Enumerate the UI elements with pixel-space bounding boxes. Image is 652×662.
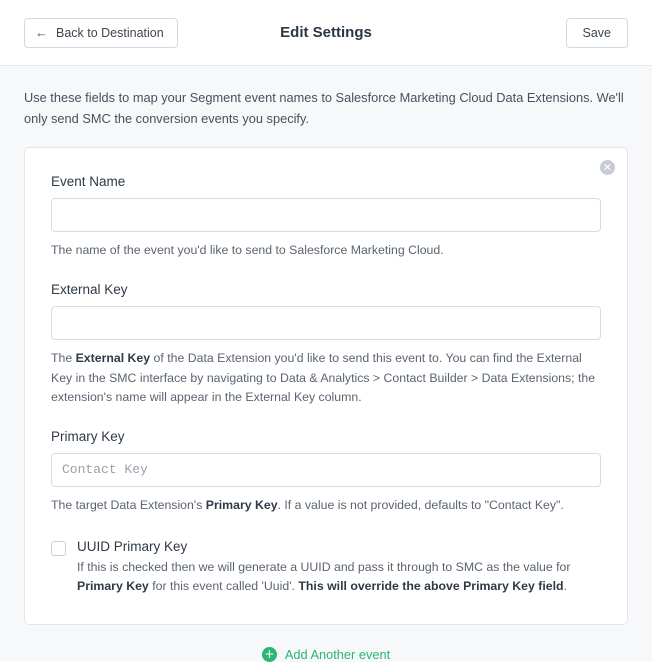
event-name-label: Event Name xyxy=(51,174,126,190)
uuid-primary-key-row[interactable] xyxy=(51,539,601,596)
add-another-event-button[interactable] xyxy=(24,647,628,662)
primary-key-helper-part2: . If a value is not provided, defaults to "Contact Key". xyxy=(277,497,564,512)
uuid-desc-strong2: This will override the above Primary Key field xyxy=(298,578,564,593)
plus-icon: + xyxy=(262,647,277,662)
save-button[interactable]: Save xyxy=(566,18,629,48)
external-key-helper-strong: External Key xyxy=(75,351,151,366)
intro-text: Use these fields to map your Segment event names to Salesforce Marketing Cloud Data Extensions. We'll only send SMC the conversion events you specify. xyxy=(24,90,624,126)
page-title: Edit Settings xyxy=(280,24,372,41)
uuid-primary-key-checkbox[interactable] xyxy=(51,541,66,556)
arrow-left-icon: ← xyxy=(35,25,48,40)
external-key-helper-part2: of the Data Extension you'd like to send this event to. You can find the External Key in the SMC interface by navigating to Data & Analytics > Contact Builder > Data Extensions; the extension's name will appear in the External Key column. xyxy=(51,351,596,404)
primary-key-input[interactable] xyxy=(51,453,601,487)
add-another-event-label: Add Another event xyxy=(284,646,391,662)
uuid-primary-key-label: UUID Primary Key xyxy=(77,538,188,554)
uuid-primary-key-text xyxy=(77,539,601,596)
event-mapping-card xyxy=(24,147,628,624)
uuid-desc-strong1: Primary Key xyxy=(77,578,149,593)
primary-key-label: Primary Key xyxy=(51,428,125,444)
uuid-primary-key-description xyxy=(77,558,601,596)
uuid-desc-part3: . xyxy=(563,578,567,593)
page-header xyxy=(0,0,652,66)
close-icon[interactable]: ✕ xyxy=(600,160,615,175)
event-name-input[interactable] xyxy=(51,198,601,232)
back-to-destination-button[interactable] xyxy=(24,18,178,48)
uuid-desc-part2: for this event called 'Uuid'. xyxy=(148,578,299,593)
external-key-input[interactable] xyxy=(51,306,601,340)
uuid-desc-part1: If this is checked then we will generate a UUID and pass it through to SMC as the value for xyxy=(77,559,571,574)
external-key-label: External Key xyxy=(51,282,128,298)
back-button-label: Back to Destination xyxy=(56,25,164,40)
primary-key-helper-part1: The target Data Extension's xyxy=(51,497,206,512)
event-name-helper: The name of the event you'd like to send to Salesforce Marketing Cloud. xyxy=(51,243,444,258)
external-key-helper xyxy=(51,349,601,406)
page-body xyxy=(0,66,652,662)
external-key-helper-part1: The xyxy=(51,351,76,366)
primary-key-helper-strong: Primary Key xyxy=(205,497,278,512)
primary-key-helper xyxy=(51,496,601,515)
